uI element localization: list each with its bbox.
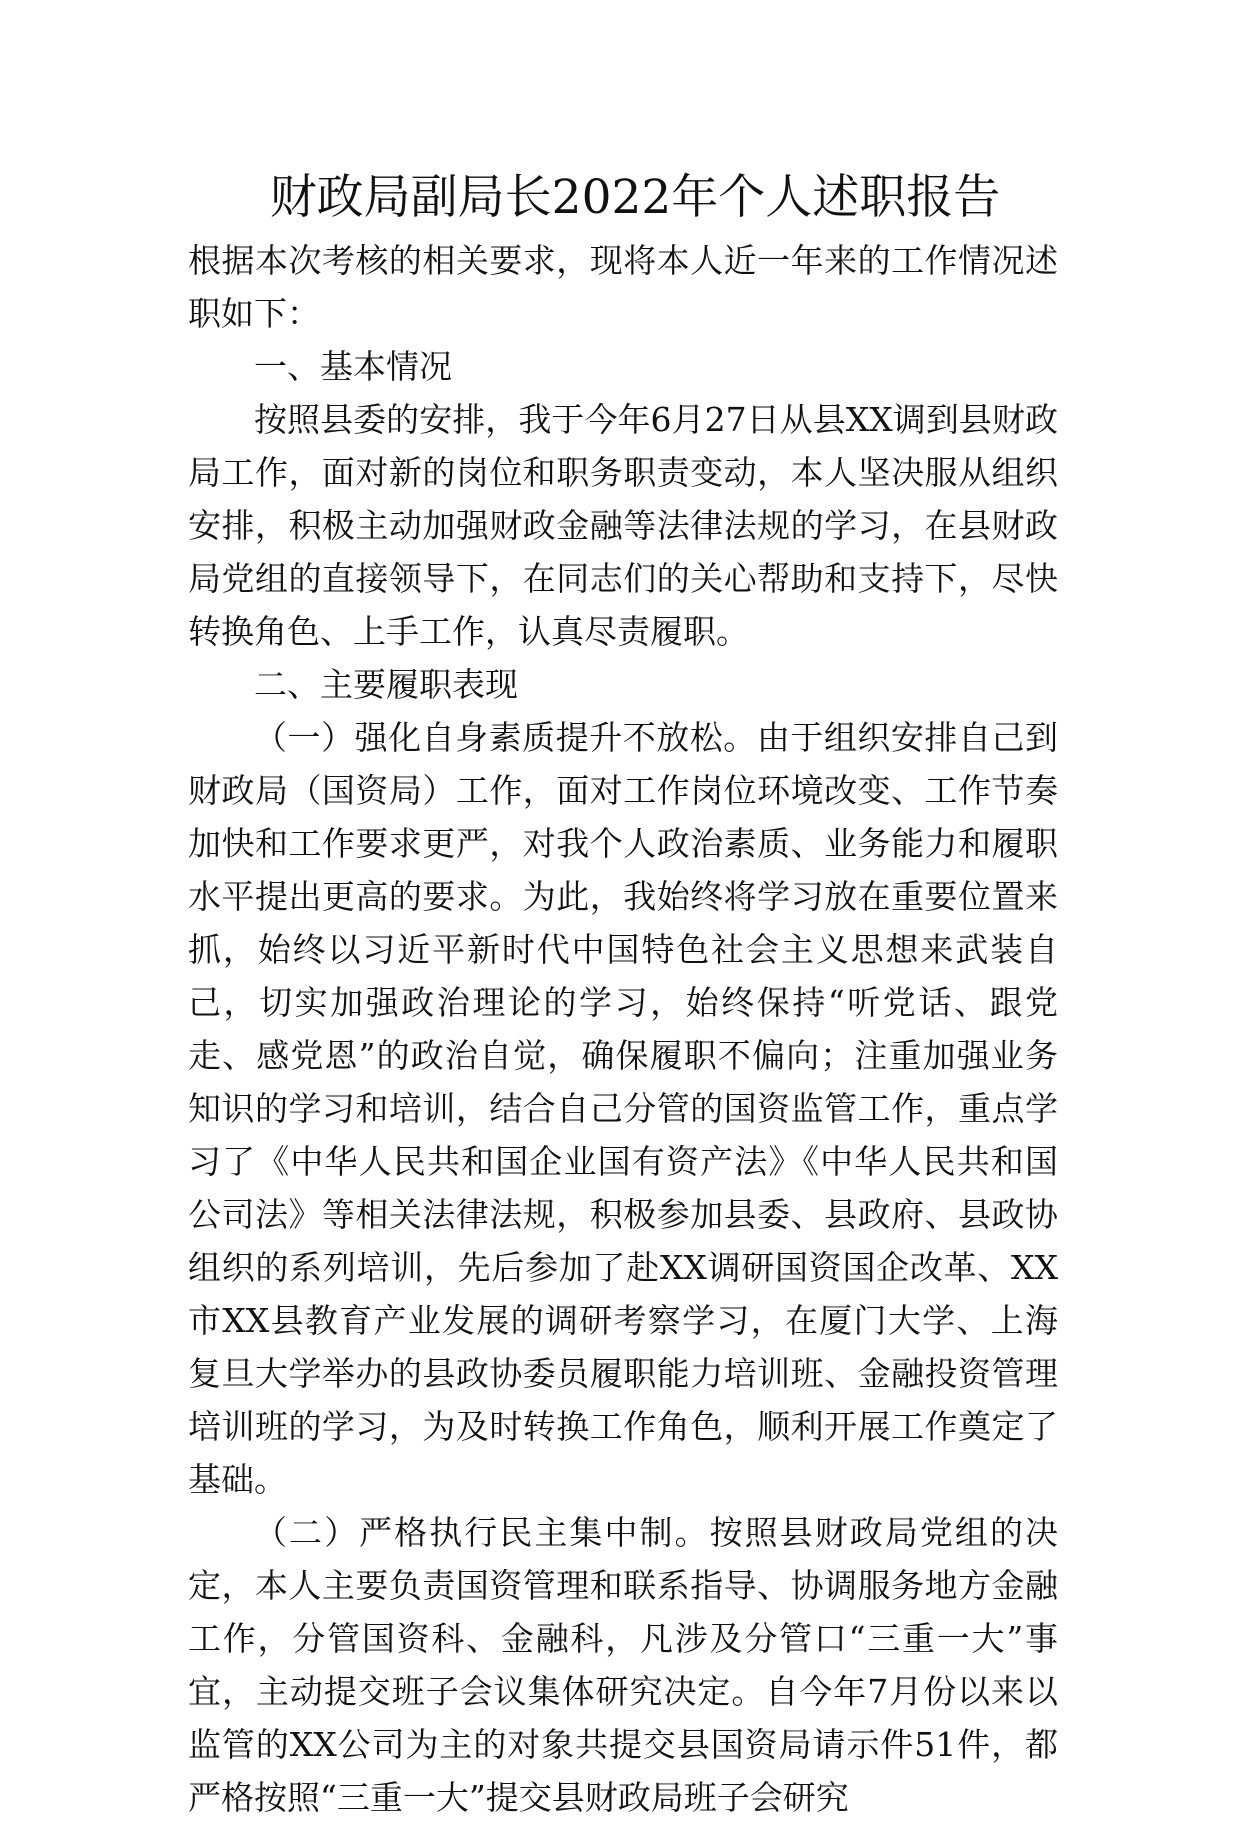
paragraph: 二、主要履职表现 [254,665,518,704]
paragraph: （二）严格执行民主集中制。按照县财政局党组的决定，本人主要负责国资管理和联系指导、协调服务地方金融工作，分管国资科、金融科，凡涉及分管口“三重一大”事宜，主动提交班子会议集体研究决定。自今年7月份以来以监管的XX公司为主的对象共提交县国资局请示件51件，都严格按照“三重一大”提交县财政局班子会研究 [188,1513,1058,1817]
paragraph: （一）强化自身素质提升不放松。由于组织安排自己到财政局（国资局）工作，面对工作岗位环境改变、工作节奏加快和工作要求更严，对我个人政治素质、业务能力和履职水平提出更高的要求。为此，我始终将学习放在重要位置来抓，始终以习近平新时代中国特色社会主义思想来武装自己，切实加强政治理论的学习，始终保持“听党话、跟党走、感党恩”的政治自觉，确保履职不偏向；注重加强业务知识的学习和培训，结合自己分管的国资监管工作，重点学习了《中华人民共和国企业国有资产法》《中华人民共和国公司法》等相关法律法规，积极参加县委、县政府、县政协组织的系列培训，先后参加了赴XX调研国资国企改革、XX市XX县教育产业发展的调研考察学习，在厦门大学、上海复旦大学举办的县政协委员履职能力培训班、金融投资管理培训班的学习，为及时转换工作角色，顺利开展工作奠定了基础。 [188,718,1058,1499]
document-body [188,234,1058,1824]
paragraph: 根据本次考核的相关要求，现将本人近一年来的工作情况述职如下： [188,241,1058,333]
paragraph: 按照县委的安排，我于今年6月27日从县XX调到县财政局工作，面对新的岗位和职务职责变动，本人坚决服从组织安排，积极主动加强财政金融等法律法规的学习，在县财政局党组的直接领导下，在同志们的关心帮助和支持下，尽快转换角色、上手工作，认真尽责履职。 [188,400,1058,651]
document-title: 财政局副局长2022年个人述职报告 [269,170,1001,225]
document-page [188,170,1058,1824]
paragraph: 一、基本情况 [254,347,452,386]
